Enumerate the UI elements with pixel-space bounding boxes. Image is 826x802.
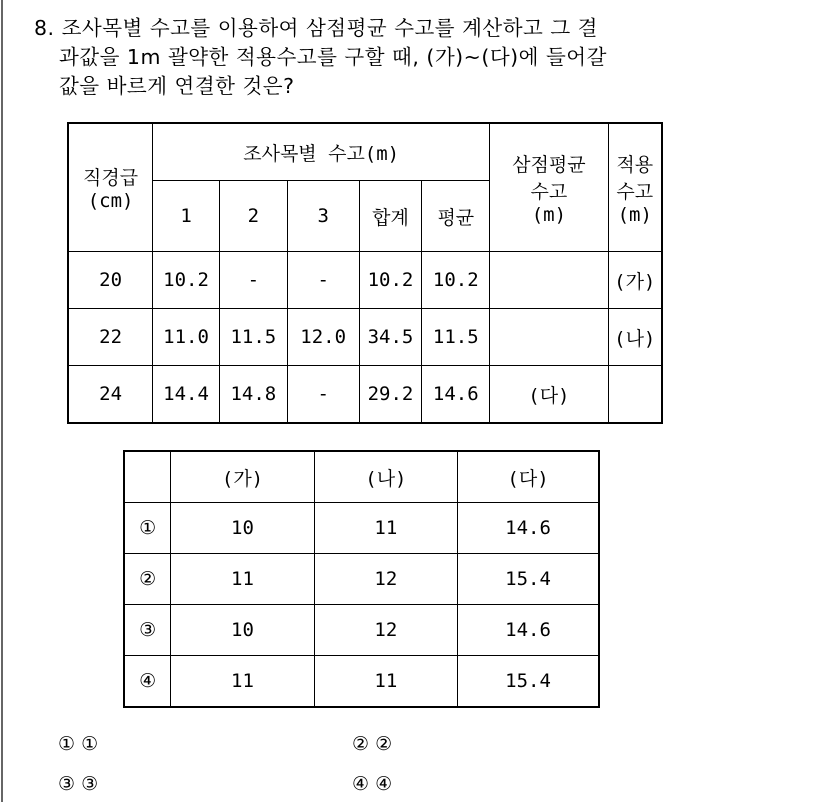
table-cell: 10.2 (153, 252, 220, 309)
header-diameter: 직경급 (cm) (68, 123, 153, 252)
header-applied: 적용 수고 (m) (608, 123, 662, 252)
page-border (1, 0, 3, 802)
question-line: 조사목별 수고를 이용하여 삼점평균 수고를 계산하고 그 결 (61, 16, 598, 40)
table-cell: (다) (458, 451, 599, 503)
table-row (68, 252, 662, 309)
table-cell: 14.6 (458, 503, 599, 554)
table-row (124, 554, 599, 605)
table-cell (124, 451, 171, 503)
table-cell: 10.2 (422, 252, 490, 309)
table-cell: 22 (68, 309, 153, 366)
table-cell: 14.4 (153, 366, 220, 424)
question-line: 과값을 1m 괄약한 적용수고를 구할 때, (가)~(다)에 들어갈 (59, 45, 607, 69)
table-cell: 11.0 (153, 309, 220, 366)
table-cell: (가) (171, 451, 314, 503)
table-row (124, 605, 599, 656)
answer-option-1[interactable]: ① ① (58, 733, 99, 755)
table-row (68, 366, 662, 424)
table-cell: 11.5 (422, 309, 490, 366)
answer-option-2[interactable]: ② ② (352, 733, 393, 755)
table-cell: - (287, 366, 359, 424)
table-row (124, 656, 599, 708)
table-cell: 10.2 (359, 252, 422, 309)
table-cell: 15.4 (458, 656, 599, 708)
table-cell (490, 252, 608, 309)
table-cell: ④ (124, 656, 171, 708)
table-cell: 14.8 (219, 366, 287, 424)
choice-table (123, 450, 600, 708)
table-row (68, 309, 662, 366)
table-cell: 10 (171, 503, 314, 554)
table-row (124, 503, 599, 554)
table-cell: 12 (314, 554, 457, 605)
header-row (124, 451, 599, 503)
table-cell: 10 (171, 605, 314, 656)
table-cell: (다) (490, 366, 608, 424)
table-cell: (가) (608, 252, 662, 309)
answer-option-4[interactable]: ④ ④ (352, 773, 393, 795)
table-cell: 14.6 (422, 366, 490, 424)
header-c2: 2 (219, 181, 287, 252)
table-cell: ① (124, 503, 171, 554)
table-cell: 15.4 (458, 554, 599, 605)
question-text (34, 14, 607, 101)
table-cell: 34.5 (359, 309, 422, 366)
header-sum: 합계 (359, 181, 422, 252)
table-cell: - (219, 252, 287, 309)
question-line: 값을 바르게 연결한 것은? (59, 74, 295, 98)
table-cell (608, 366, 662, 424)
header-c3: 3 (287, 181, 359, 252)
table-cell: 24 (68, 366, 153, 424)
table-cell: 11 (314, 503, 457, 554)
table-cell: (나) (608, 309, 662, 366)
table-cell: - (287, 252, 359, 309)
table-cell: 11 (171, 656, 314, 708)
header-avg: 평균 (422, 181, 490, 252)
height-table (67, 122, 663, 424)
question-number: 8. (34, 16, 55, 40)
table-cell: 11 (314, 656, 457, 708)
table-cell: 11.5 (219, 309, 287, 366)
header-group: 조사목별 수고(m) (153, 123, 490, 181)
header-c1: 1 (153, 181, 220, 252)
table-cell: 20 (68, 252, 153, 309)
table-cell: 14.6 (458, 605, 599, 656)
table-cell: 12 (314, 605, 457, 656)
table-cell: (나) (314, 451, 457, 503)
table-cell: ② (124, 554, 171, 605)
header-three-point: 삼점평균 수고 (m) (490, 123, 608, 252)
table-cell: ③ (124, 605, 171, 656)
table-cell: 11 (171, 554, 314, 605)
answer-option-3[interactable]: ③ ③ (58, 773, 99, 795)
table-cell: 29.2 (359, 366, 422, 424)
table-cell (490, 309, 608, 366)
table-cell: 12.0 (287, 309, 359, 366)
